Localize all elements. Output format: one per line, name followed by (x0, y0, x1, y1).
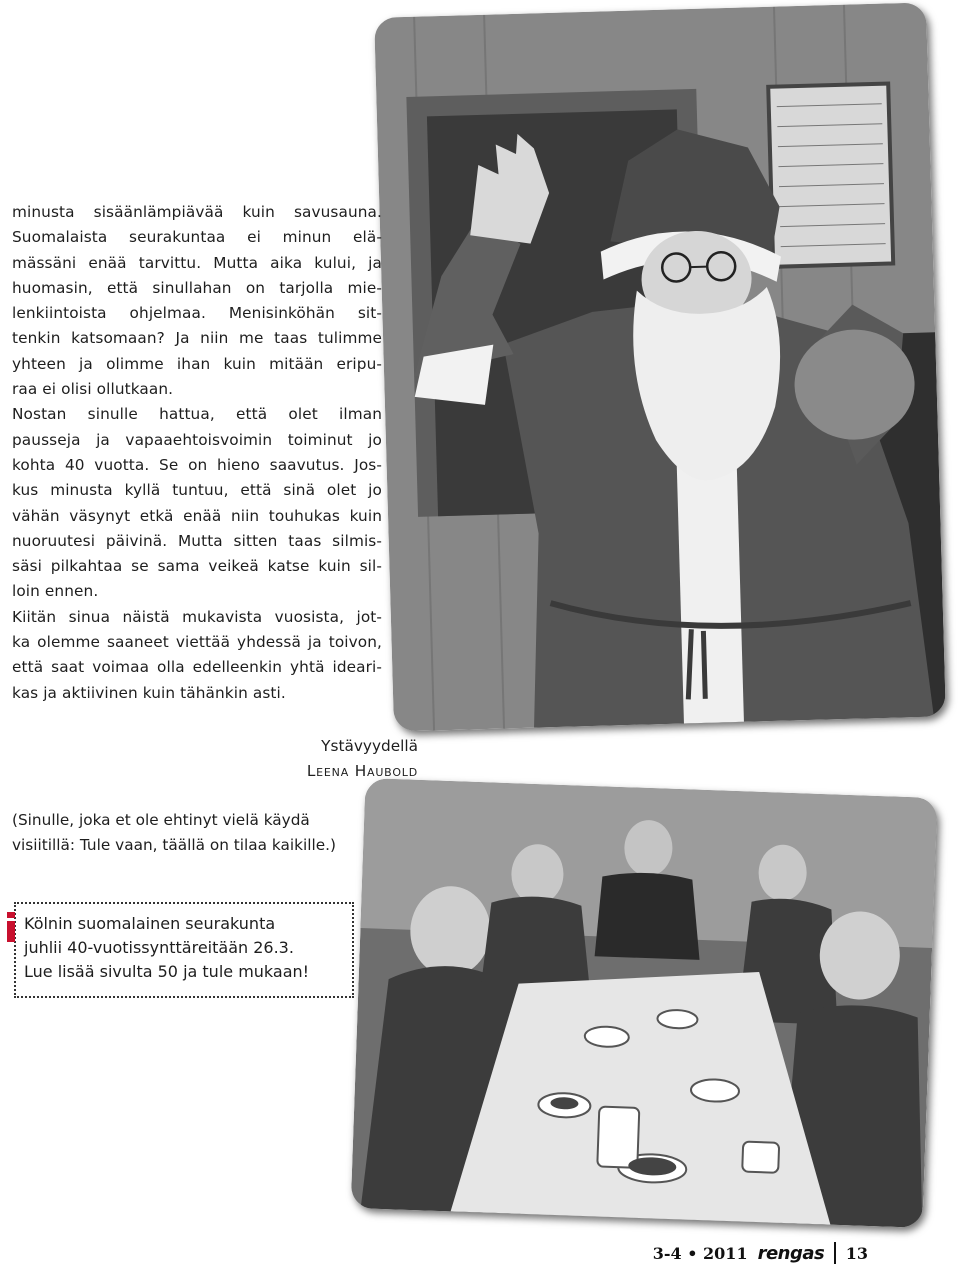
article-body (12, 200, 382, 706)
info-box-line: juhlii 40-vuotissynttäreitään 26.3. (24, 938, 294, 957)
signature (270, 734, 418, 784)
magazine-logo: rengas (757, 1242, 825, 1264)
article-line: minusta sisäänlämpiävää kuin savusauna. (12, 203, 382, 221)
article-line: kus minusta kyllä tuntuu, että sinä olet jo (12, 481, 382, 500)
article-line: Suomalaista seurakuntaa ei minun elä- (12, 228, 382, 247)
article-line: vähän väsynyt etkä enää niin touhukas kuin (12, 506, 382, 525)
article-line: nuoruutesi päivinä. Mutta sitten taas silmis- (12, 531, 382, 550)
signature-author: Leena Haubold (306, 762, 418, 780)
info-box-line: Lue lisää sivulta 50 ja tule mukaan! (24, 962, 310, 981)
article-paragraph (12, 200, 382, 402)
note (12, 808, 372, 859)
article-line: Nostan sinulle hattua, että olet ilman (12, 405, 382, 424)
article-line: lenkiintoista ohjelmaa. Menisinköhän sit- (12, 304, 382, 323)
article-line: pausseja ja vapaaehtoisvoimin toiminut jo (12, 430, 382, 449)
article-line: kas ja aktiivinen kuin tähänkin asti. (12, 683, 286, 702)
article-line: Kiitän sinua näistä mukavista vuosista, jot- (12, 607, 382, 626)
article-line: raa ei olisi ollutkaan. (12, 380, 174, 399)
note-line: (Sinulle, joka et ole ehtinyt vielä käydä (12, 811, 310, 829)
santa-photo (374, 2, 946, 731)
info-box-text (24, 912, 309, 984)
article-line: loin ennen. (12, 582, 99, 601)
article-line: mässäni enää tarvittu. Mutta aika kului, ja (12, 253, 382, 272)
note-line: visiitillä: Tule vaan, täällä on tilaa kaikille.) (12, 836, 336, 855)
article-paragraph (12, 605, 382, 706)
info-box (6, 902, 354, 998)
article-line: yhteen ja olimme ihan kuin mitään eripu- (12, 354, 382, 373)
issue-number: 3-4 • 2011 (652, 1243, 748, 1263)
article-line: ka olemme saaneet viettää yhdessä ja toivon, (12, 633, 382, 652)
article-line: huomasin, että sinullahan on tarjolla mie- (12, 278, 382, 297)
article-line: tenkin katsomaan? Ja niin me taas tulimme (12, 329, 382, 348)
signature-greeting: Ystävyydellä (321, 737, 418, 755)
article-line: kohta 40 vuotta. Se on hieno saavutus. Jos- (12, 455, 382, 474)
article-line: säsi pilkahtaa se sama veikeä katse kuin sil- (12, 557, 382, 576)
info-box-line: Kölnin suomalainen seurakunta (24, 914, 276, 933)
footer-divider (834, 1242, 836, 1264)
page-number: 13 (845, 1243, 868, 1263)
page-footer (653, 1242, 868, 1264)
party-photo (351, 778, 938, 1228)
info-i-icon (6, 912, 20, 942)
article-line: että saat voimaa olla edelleenkin yhtä ideari- (12, 658, 382, 677)
article-paragraph (12, 402, 382, 604)
